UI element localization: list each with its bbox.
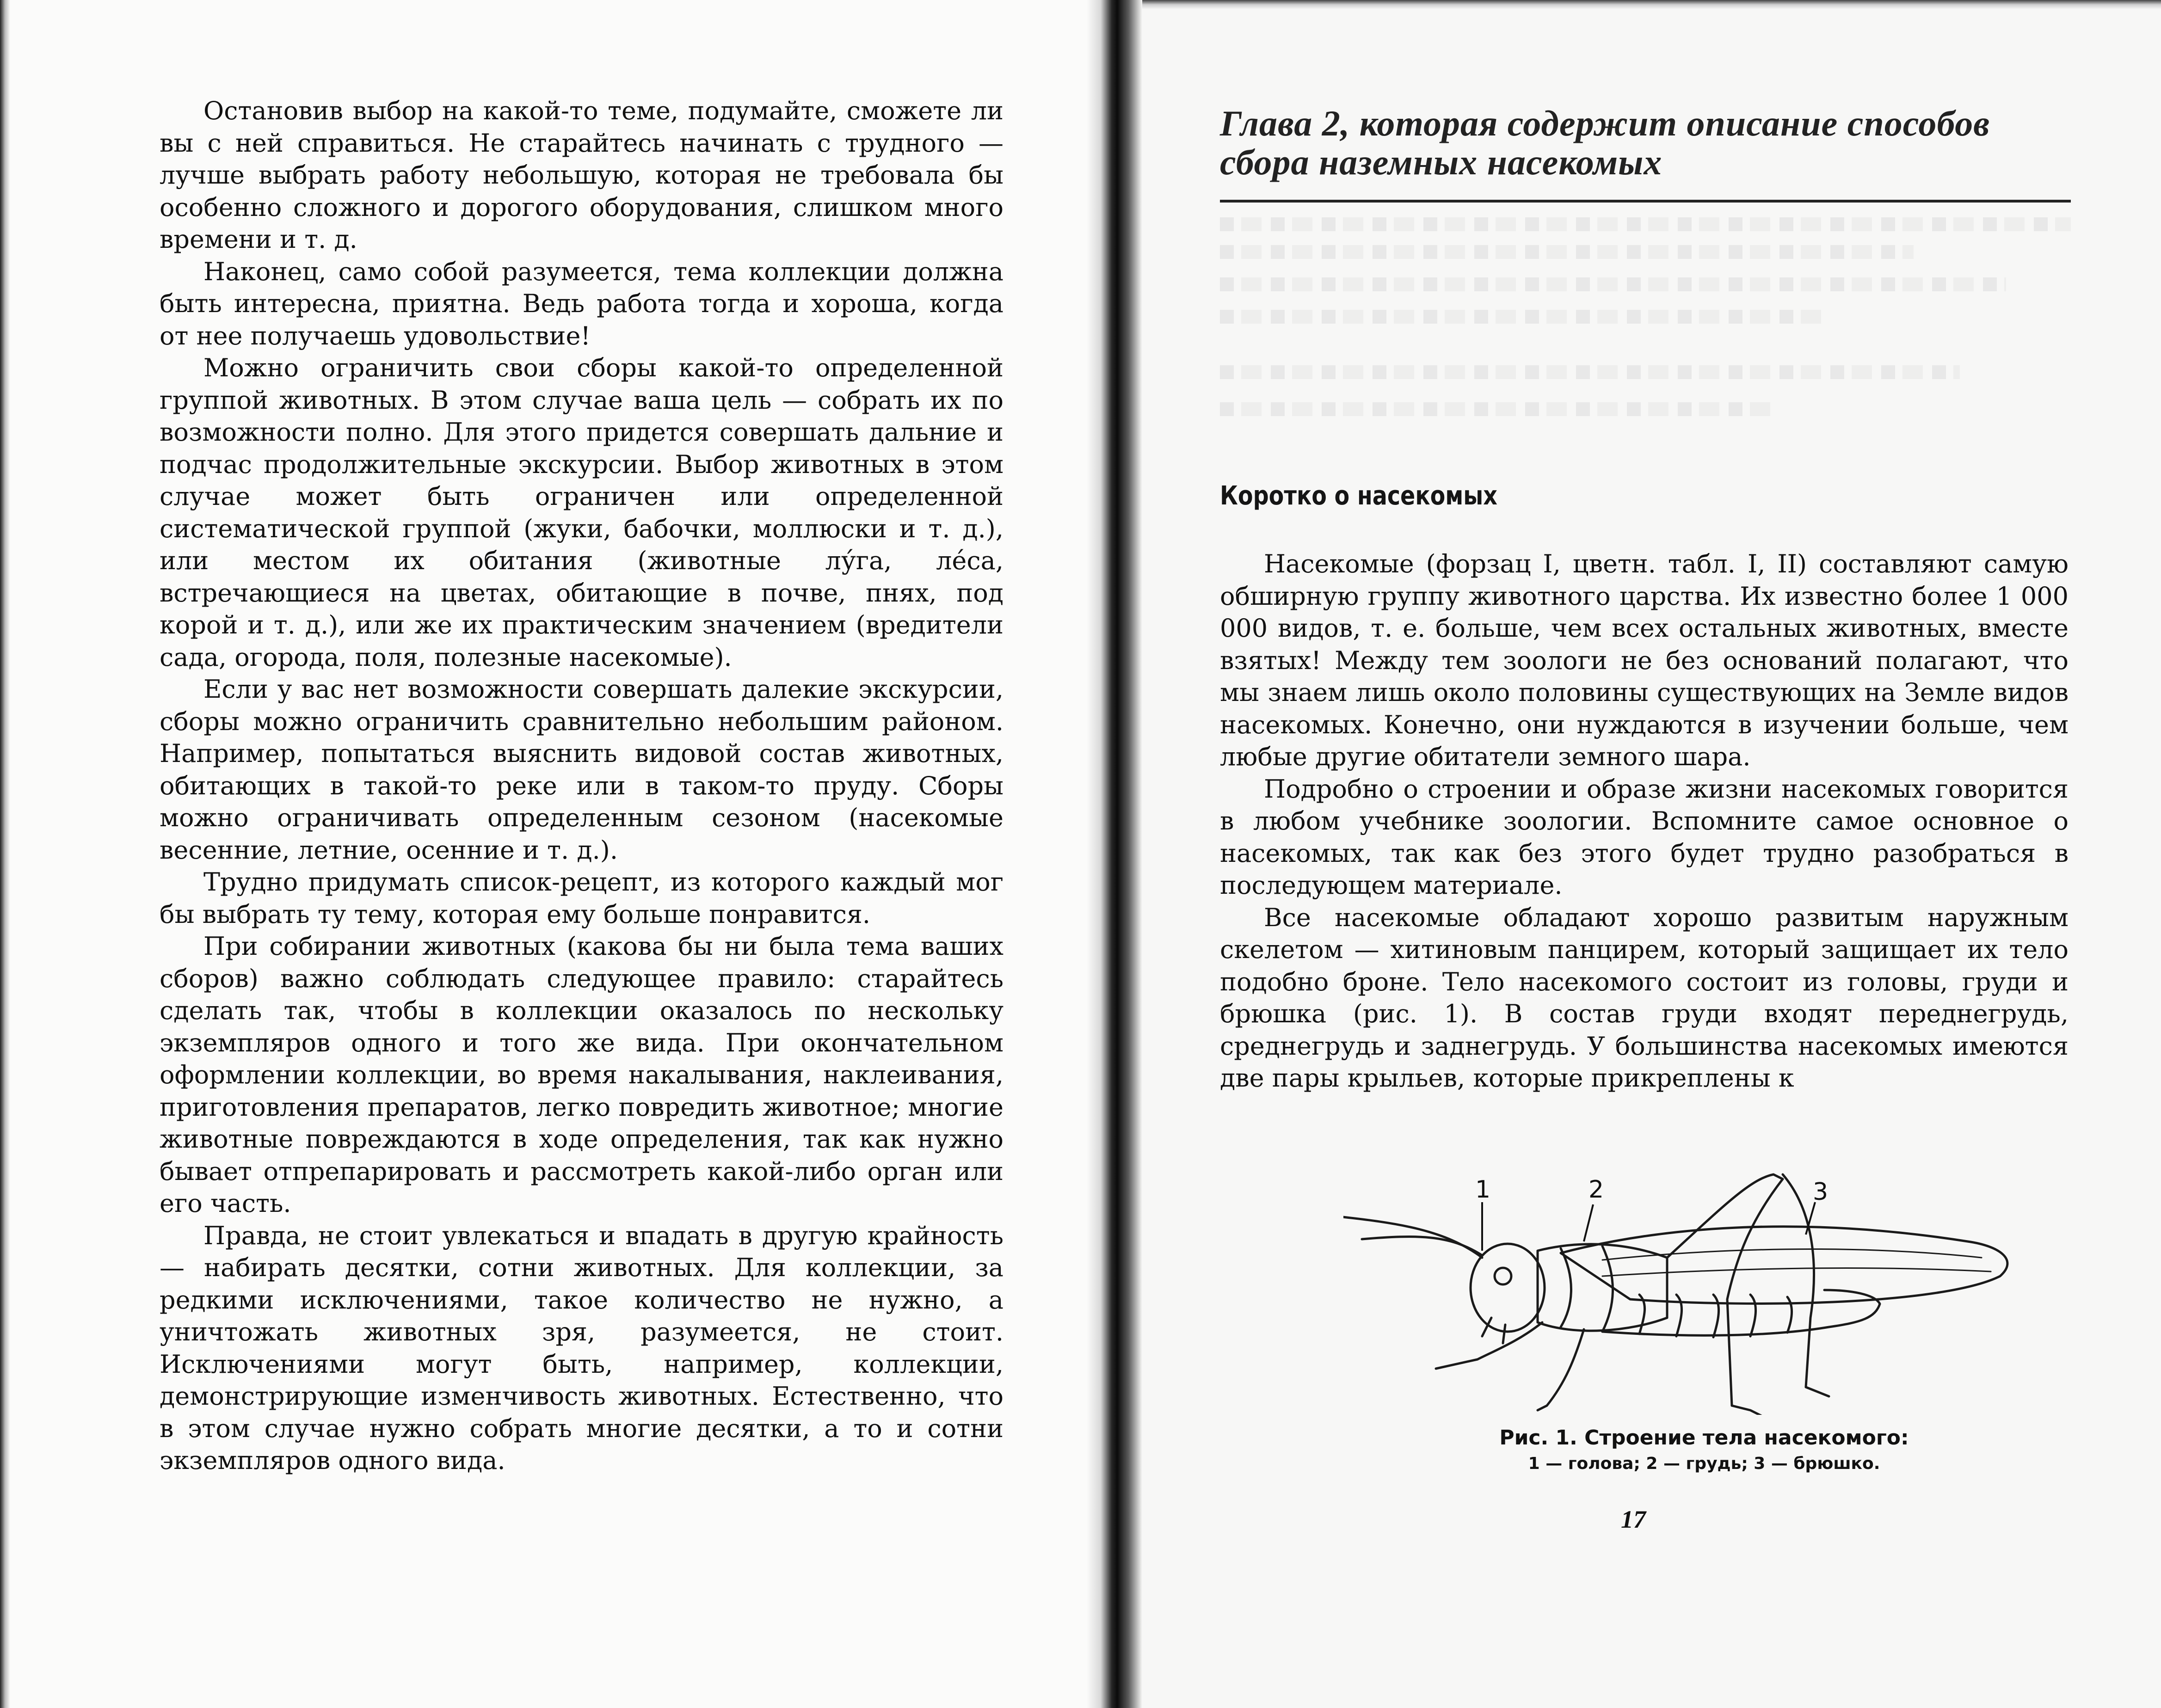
page-edge-shadow [1142, 0, 2161, 9]
front-leg [1436, 1322, 1542, 1369]
paragraph: Правда, не стоит увлекаться и впадать в другую крайность — набирать десятки, сотни животных. Для коллекции, за редкими исключениями, такое количество не нужно, а уничтожать животных зря, разумеется, не стоит. Исключениями могут быть, например, коллекции, демонстрирующие изменчивость животных. Естественно, что в этом случае нужно собрать многие десятки, а то и сотни экземпляров одного вида. [160, 1221, 1004, 1475]
antenna [1362, 1237, 1482, 1255]
paragraph: Трудно придумать список-рецепт, из которого каждый мог бы выбрать ту тему, которая ему больше понравится. [160, 867, 1004, 929]
paragraph: Подробно о строении и образе жизни насекомых говорится в любом учебнике зоологии. Вспомните самое основное о насекомых, так как без этого будет трудно разобраться в последующем материале. [1220, 774, 2069, 900]
bleed-through-text [1220, 245, 1914, 259]
right-page [1108, 0, 2161, 1708]
paragraph: Все насекомые обладают хорошо развитым наружным скелетом — хитиновым панцирем, который защищает их тело подобно броне. Тело насекомого состоит из головы, груди и брюшка (рис. 1). В состав груди входят переднегрудь, среднегрудь и заднегрудь. У большинства насекомых имеются две пары крыльев, которые прикреплены к [1220, 903, 2069, 1093]
paragraph: Можно ограничить свои сборы какой-то определенной группой животных. В этом случае ваша цель — собрать их по возможности полно. Для этого придется совершать дальние и подчас продолжительные экскурсии. Выбор животных в этом случае может быть ограничен или определенной систематической группой (жуки, бабочки, моллюски и т. д.), или местом их обитания (животные лу́га, ле́са, встречающиеся на цветах, обитающие в почве, пнях, под корой и т. д.), или же их практическим значением (вредители сада, огорода, поля, полезные насекомые). [160, 353, 1004, 672]
left-page-text [160, 95, 1004, 1477]
paragraph: Если у вас нет возможности совершать далекие экскурсии, сборы можно ограничить сравнительно небольшим районом. Например, попытаться выяснить видовой состав животных, обитающих в такой-то реке или в таком-то пруду. Сборы можно ограничивать определенным сезоном (насекомые весенние, летние, осенние и т. д.). [160, 675, 1004, 865]
grasshopper-figure [1343, 1165, 2130, 1415]
figure-label-3: 3 [1813, 1178, 1829, 1206]
thorax [1538, 1244, 1667, 1331]
hind-leg [1783, 1174, 1829, 1396]
bleed-through-text [1220, 217, 2071, 231]
caption-legend: 1 — голова; 2 — грудь; 3 — брюшко. [1528, 1454, 1880, 1473]
caption-title: Рис. 1. Строение тела насекомого: [1499, 1426, 1909, 1450]
bleed-through-text [1220, 277, 2006, 291]
bleed-through-text [1220, 310, 1821, 324]
figure-label-2: 2 [1588, 1176, 1604, 1204]
eye [1495, 1268, 1511, 1284]
page-edge-shadow [0, 0, 10, 1708]
chapter-title: Глава 2, которая содержит описание способов сбора наземных насекомых [1220, 103, 1990, 182]
head [1471, 1244, 1545, 1332]
bleed-through-text [1220, 402, 1775, 416]
hind-leg [1667, 1174, 1783, 1406]
figure-label-1: 1 [1475, 1176, 1491, 1204]
paragraph: Остановив выбор на какой-то теме, подумайте, сможете ли вы с ней справиться. Не старайтесь начинать с трудного — лучше выбрать работу небольшую, которая не требовала бы особенно сложного и дорогого оборудования, слишком много времени и т. д. [160, 96, 1004, 254]
section-heading: Коротко о насекомых [1220, 481, 1498, 511]
figure-caption [1330, 1424, 2079, 1476]
title-divider [1220, 200, 2071, 203]
middle-leg [1538, 1329, 1584, 1410]
paragraph: Наконец, само собой разумеется, тема коллекции должна быть интересна, приятна. Ведь работа тогда и хороша, когда от нее получаешь удовольствие! [160, 257, 1004, 350]
wing [1561, 1227, 2007, 1304]
paragraph: Насекомые (форзац I, цветн. табл. I, II) составляют самую обширную группу животного царства. Их известно более 1 000 000 видов, т. е. больше, чем всех остальных животных, вместе взятых! Между тем зоологи не без оснований полагают, что мы знаем лишь около половины существующих на Земле видов насекомых. Конечно, они нуждаются в изучении больше, чем любые другие обитатели земного шара. [1220, 549, 2069, 771]
right-page-text [1220, 548, 2069, 1094]
paragraph: При собирании животных (какова бы ни была тема ваших сборов) важно соблюдать следующее правило: старайтесь сделать так, чтобы в коллекции оказалось по нескольку экземпляров одного и того же вида. При окончательном оформлении коллекции, во время накалывания, наклеивания, приготовления препаратов, легко повредить животное; многие животные повреждаются в ходе определения, так как нужно бывает отпрепарировать и рассмотреть какой-либо орган или его часть. [160, 932, 1004, 1218]
bleed-through-text [1220, 365, 1960, 379]
grasshopper-illustration [1343, 1165, 2130, 1415]
page-number: 17 [1621, 1505, 1646, 1533]
book-gutter [1087, 0, 1142, 1708]
